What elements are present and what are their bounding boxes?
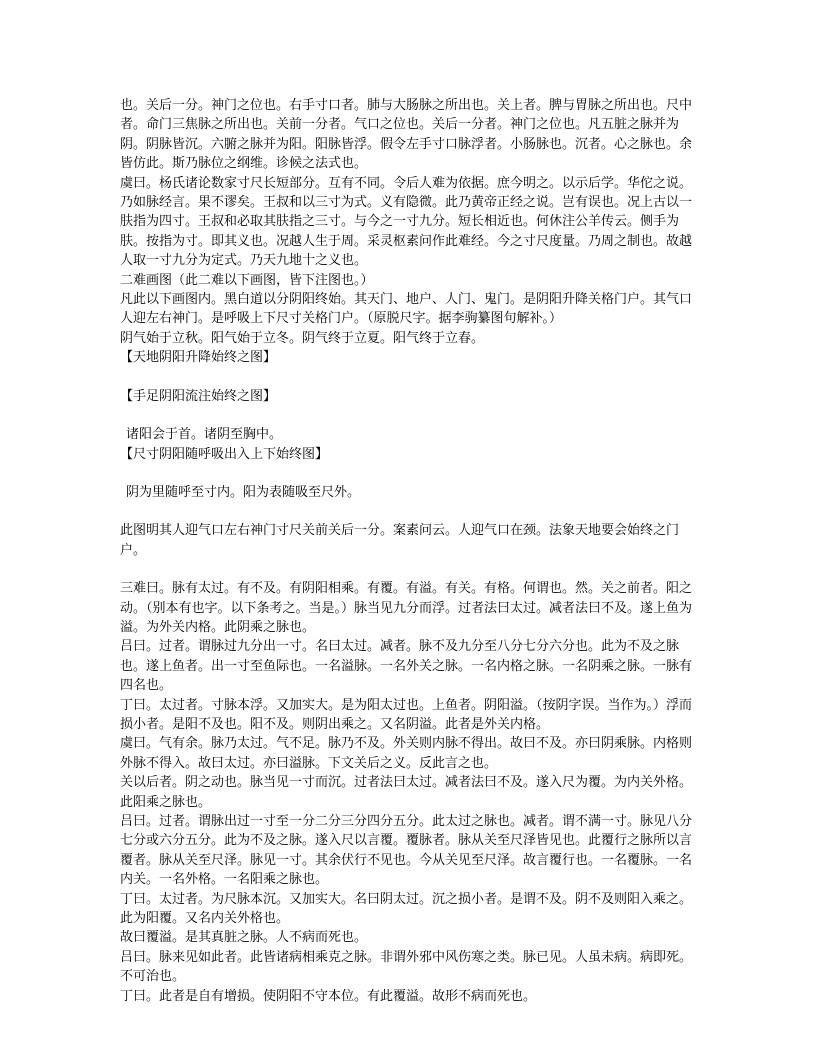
figure-caption-yang-head: 诸阳会于首。诸阴至胸中。 <box>126 427 283 443</box>
paragraph-diagram-notes: 凡此以下画图内。黑白道以分阴阳终始。其天门、地户、人门、鬼门。是阴阳升降关格门户。其气口人迎左右神门。是呼吸上下尺寸关格门户。（原脱尺字。据李驹纂图句解补。） <box>120 292 693 327</box>
paragraph-ding-commentary-1: 丁曰。太过者。寸脉本浮。又加实大。是为阳太过也。上鱼者。阴阳溢。（按阴字误。当作为。）浮而损小者。是阳不及也。阳不及。则阴出乘之。又名阴溢。此者是外关内格。 <box>120 697 693 732</box>
figure-caption-breath: 阴为里随呼至寸内。阳为表随吸至尺外。 <box>126 484 361 500</box>
document-page <box>120 96 700 1006</box>
paragraph-fu-yi: 故曰覆溢。是其真脏之脉。人不病而死也。 <box>120 930 368 946</box>
paragraph-figure-explanation: 此图明其人迎气口左右神门寸尺关前关后一分。案素问云。人迎气口在颈。法象天地要会始终之门户。 <box>120 523 680 558</box>
figure-title-heaven-earth: 【天地阴阳升降始终之图】 <box>120 350 277 366</box>
paragraph-ding-commentary-2: 丁曰。太过者。为尺脉本沉。又加实大。名曰阴太过。沉之损小者。是谓不及。阴不及则阳入乘之。此为阳覆。又名内关外格也。 <box>120 891 693 927</box>
paragraph-yu-commentary: 虞曰。杨氏诸论数家寸尺长短部分。互有不同。令后人难为依据。庶今明之。以示后学。华佗之说。乃如脉经言。果不谬矣。王叔和以三寸为式。义有隐微。此乃黄帝正经之说。岂有误也。况上古以一肤指为四寸。王叔和必取其肤指之三寸。与今之一寸九分。短长相近也。何休注公羊传云。侧手为肤。按指为寸。即其义也。况越人生于周。采灵枢素问作此难经。今之寸尺度量。乃周之制也。故越人取一寸九分为定式。乃天九地十之义也。 <box>120 175 693 269</box>
paragraph-lu-commentary-2: 吕曰。过者。谓脉出过一寸至一分二分三分四分五分。此太过之脉也。减者。谓不满一寸。脉见八分七分或六分五分。此为不及之脉。遂入尺以言覆。覆脉者。脉从关至尺泽皆见也。此覆行之脉所以言覆者。脉从关至尺泽。脉见一寸。其余伏行不见也。今从关见至尺泽。故言覆行也。一名覆脉。一名内关。一名外格。一名阳乘之脉也。 <box>120 814 693 888</box>
section-heading-second-difficulty: 二难画图（此二难以下画图，皆下注图也。） <box>120 272 374 288</box>
paragraph-guan-after: 关以后者。阴之动也。脉当见一寸而沉。过者法曰太过。减者法曰不及。遂入尺为覆。为内关外格。此阳乘之脉也。 <box>120 775 693 810</box>
paragraph-lu-commentary-3: 吕曰。脉来见如此者。此皆诸病相乘克之脉。非谓外邪中风伤寒之类。脉已见。人虽未病。病即死。不可治也。 <box>120 949 693 985</box>
paragraph-pulse-positions: 也。关后一分。神门之位也。右手寸口者。肺与大肠脉之所出也。关上者。脾与胃脉之所出也。尺中者。命门三焦脉之所出也。关前一分者。气口之位也。关后一分者。神门之位也。凡五脏之脉并为阴。阴脉皆沉。六腑之脉并为阳。阳脉皆浮。假令左手寸口脉浮者。小肠脉也。沉者。心之脉也。余皆仿此。斯乃脉位之纲维。诊候之法式也。 <box>120 98 693 172</box>
paragraph-yin-yang-seasons: 阴气始于立秋。阳气始于立冬。阴气终于立夏。阳气终于立春。 <box>120 330 485 346</box>
paragraph-lu-commentary-1: 吕曰。过者。谓脉过九分出一寸。名曰太过。减者。脉不及九分至八分七分六分也。此为不及之脉也。遂上鱼者。出一寸至鱼际也。一名溢脉。一名外关之脉。一名内格之脉。一名阴乘之脉。一脉有四名也。 <box>120 639 693 694</box>
paragraph-third-difficulty: 三难曰。脉有太过。有不及。有阴阳相乘。有覆。有溢。有关。有格。何谓也。然。关之前者。阳之动。（别本有也字。以下条考之。当是。）脉当见九分而浮。过者法曰太过。减者法曰不及。遂上鱼为溢。为外关内格。此阴乘之脉也。 <box>120 581 693 635</box>
figure-title-hand-foot: 【手足阴阳流注始终之图】 <box>120 388 277 404</box>
figure-title-chi-cun: 【尺寸阴阳随呼吸出入上下始终图】 <box>120 446 329 462</box>
paragraph-yu-commentary-2: 虞曰。气有余。脉乃太过。气不足。脉乃不及。外关则内脉不得出。故曰不及。亦曰阴乘脉。内格则外脉不得入。故曰太过。亦曰溢脉。下文关后之义。反此言之也。 <box>120 736 693 771</box>
paragraph-ding-commentary-3: 丁曰。此者是自有增损。使阴阳不守本位。有此覆溢。故形不病而死也。 <box>120 988 537 1004</box>
